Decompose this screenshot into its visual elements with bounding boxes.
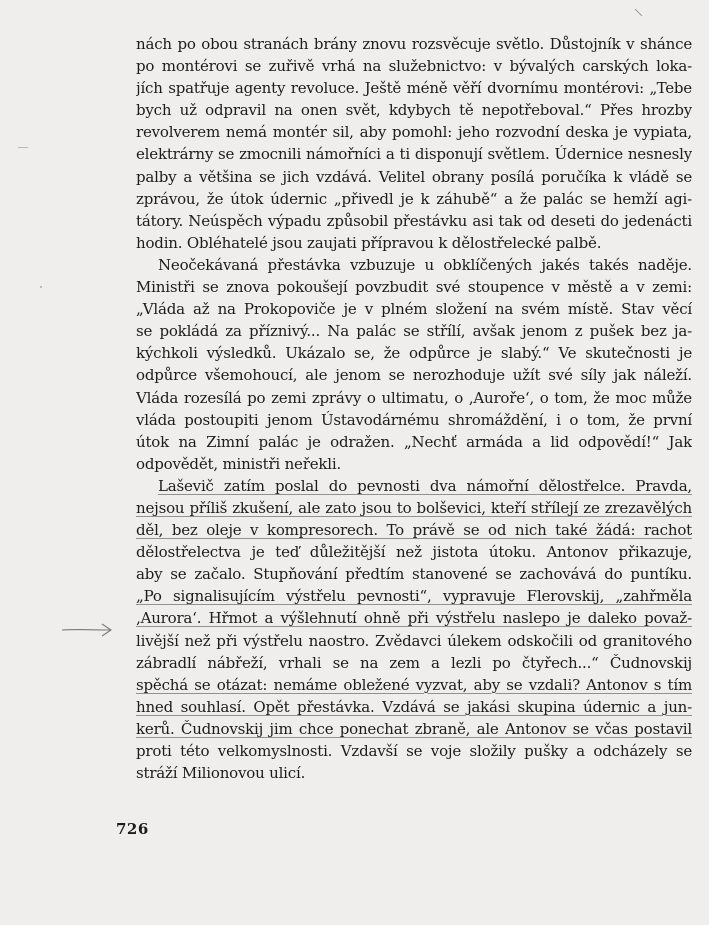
margin-tick-mark — [634, 8, 643, 17]
text-line: tátory. Neúspěch výpadu způsobil přestávku asi tak od deseti do jedenácti — [136, 211, 692, 230]
underlined-text-line: spěchá se otázat: nemáme obležené vyzvat, aby se vzdali? Antonov s tím — [136, 675, 692, 694]
text-line: hodin. Obléhatelé jsou zaujati přípravou k dělostřelecké palbě. — [136, 233, 602, 252]
text-line: se pokládá za příznivý... Na palác se střílí, avšak jenom z pušek bez ja- — [136, 322, 692, 341]
text-line: zábradlí nábřeží, vrhali se na zem a lezli po čtyřech...“ Čudnovskij — [136, 653, 692, 672]
text-line: elektrárny se zmocnili námořníci a ti disponují světlem. Údernice nesnesly — [136, 145, 692, 164]
text-line: proti této velkomyslnosti. Vzdavší se voje složily pušky a odcházely se — [136, 742, 692, 760]
margin-dot-mark — [40, 286, 42, 288]
underlined-text-line: nejsou příliš zkušení, ale zato jsou to bolševici, kteří střílejí ze zrezavělých — [136, 498, 692, 517]
underlined-text-line: děl, bez oleje v kompresorech. To právě se od nich také žádá: rachot — [136, 521, 692, 540]
underlined-text-line: kerů. Čudnovskij jim chce ponechat zbraně, ale Antonov se včas postavil — [136, 719, 692, 738]
text-line: odpůrce všemohoucí, ale jenom se nerozhoduje užít své síly jak náleží. — [136, 366, 692, 385]
underlined-text-line: hned souhlasí. Opět přestávka. Vzdává se jakási skupina údernic a jun- — [136, 697, 692, 716]
text-line: zprávou, že útok údernic „přivedl je k záhubě“ a že palác se hemží agi- — [136, 189, 692, 208]
text-line: livější než při výstřelu naostro. Zvědavci úlekem odskočili od granitového — [136, 631, 692, 650]
body-text — [136, 33, 692, 784]
underlined-text-line: ‚Aurora‘. Hřmot a výšlehnutí ohně při výstřelu naslepo je daleko považ- — [136, 609, 692, 628]
text-line: odpovědět, ministři neřekli. — [136, 454, 342, 473]
text-line: palby a většina se jich vzdává. Velitel obrany posílá poručíka k vládě se — [136, 167, 692, 186]
text-line: vláda postoupiti jenom Ústavodárnému shromáždění, i o tom, že první — [136, 410, 692, 429]
text-line: dělostřelectva je teď důležitější než jistota útoku. Antonov přikazuje, — [136, 543, 692, 562]
pencil-arrow-icon — [60, 620, 120, 640]
text-line: po montérovi se zuřivě vrhá na služebnictvo: v bývalých carských loka- — [136, 57, 692, 76]
text-line: „Vláda až na Prokopoviče je v plném složení na svém místě. Stav věcí — [136, 300, 692, 319]
text-line: aby se začalo. Stupňování předtím stanovené se zachovává do puntíku. — [136, 565, 692, 584]
margin-dash-mark — [18, 147, 28, 148]
text-line: kýchkoli výsledků. Ukázalo se, že odpůrce je slabý.“ Ve skutečnosti je — [136, 344, 692, 363]
text-line: bych už odpravil na onen svět, kdybych tě nepotřeboval.“ Přes hrozby — [136, 101, 692, 120]
text-line: Neočekávaná přestávka vzbuzuje u obklíčených jakés takés naděje. — [158, 255, 692, 274]
text-line: Vláda rozesílá po zemi zprávy o ultimatu, o ‚Auroře‘, o tom, že moc může — [136, 388, 692, 407]
text-line: nách po obou stranách brány znovu rozsvěcuje světlo. Důstojník v shánce — [136, 35, 692, 53]
text-line: revolverem nemá montér sil, aby pomohl: jeho rozvodní deska je vypiata, — [136, 123, 692, 142]
underlined-text-line: Laševič zatím poslal do pevnosti dva námořní dělostřelce. Pravda, — [158, 476, 692, 495]
text-line: Ministři se znova pokoušejí povzbudit své stoupence v městě a v zemi: — [136, 278, 692, 297]
page-number: 726 — [116, 820, 149, 838]
text-line: stráží Milionovou ulicí. — [136, 764, 306, 783]
text-line: jích spatřuje agenty revoluce. Ještě méně věří dvornímu montérovi: „Tebe — [136, 79, 692, 98]
text-line: útok na Zimní palác je odražen. „Nechť armáda a lid odpovědí!“ Jak — [136, 432, 692, 451]
underlined-text-line: „Po signalisujícím výstřelu pevnosti“, vypravuje Flerovskij, „zahřměla — [136, 587, 692, 606]
